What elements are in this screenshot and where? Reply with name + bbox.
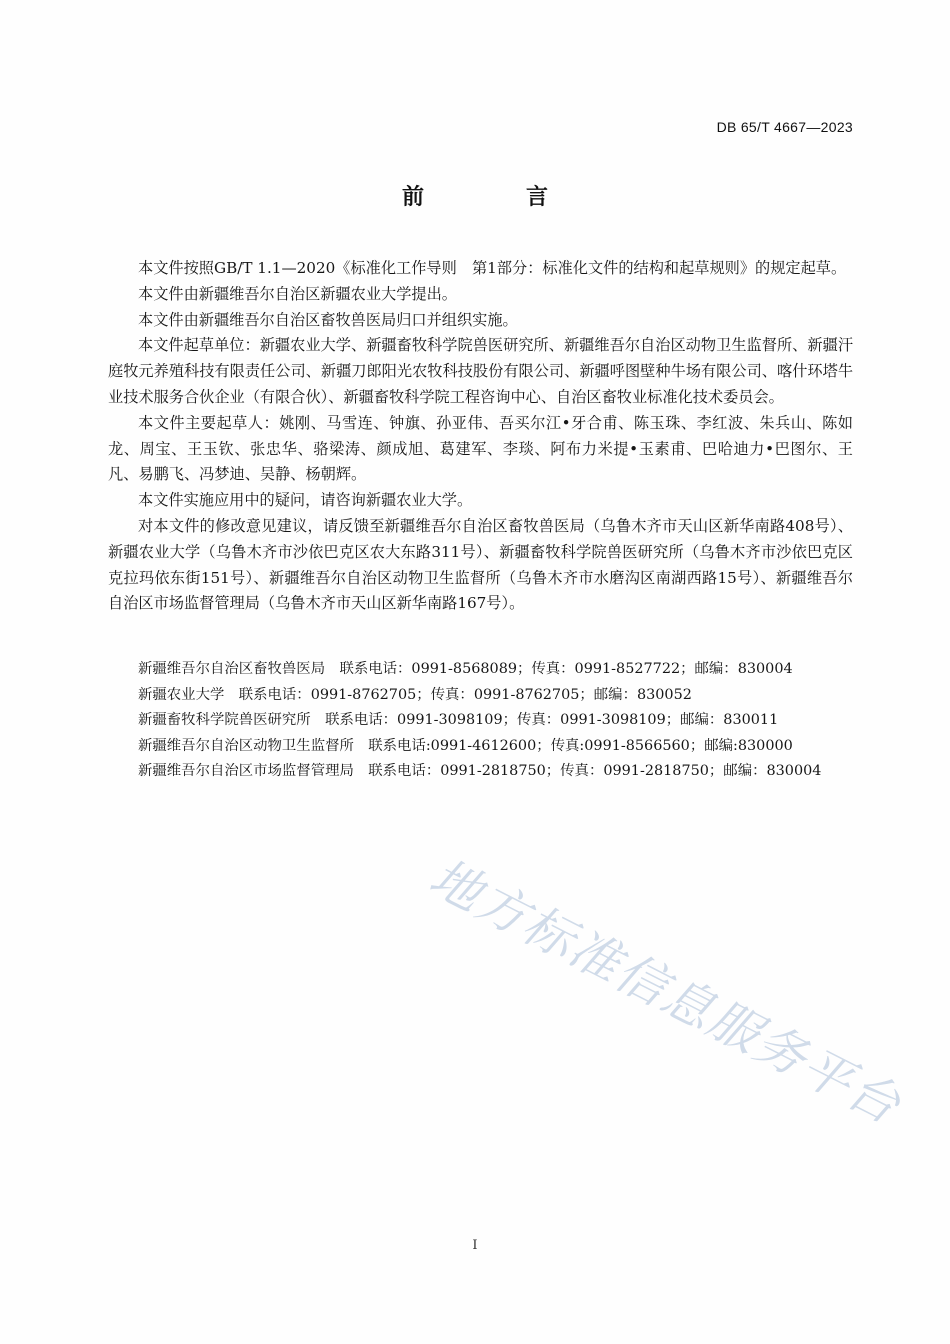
page-number: I xyxy=(472,1238,478,1253)
paragraph-drafters: 本文件主要起草人：姚刚、马雪连、钟旗、孙亚伟、吾买尔江•牙合甫、陈玉珠、李红波、朱兵山、陈如龙、周宝、王玉钦、张忠华、骆梁涛、颜成旭、葛建军、李琰、阿布力米提•玉素甫、巴哈迪力•巴图尔、王凡、易鹏飞、冯梦迪、吴静、杨朝辉。 xyxy=(108,413,853,484)
paragraph-feedback: 对本文件的修改意见建议，请反馈至新疆维吾尔自治区畜牧兽医局（乌鲁木齐市天山区新华南路408号）、新疆农业大学（乌鲁木齐市沙依巴克区农大东路311号）、新疆畜牧科学院兽医研究所（乌鲁木齐市沙依巴克区克拉玛依东街151号）、新疆维吾尔自治区动物卫生监督所（乌鲁木齐市水磨沟区南湖西路15号）、新疆维吾尔自治区市场监督管理局（乌鲁木齐市天山区新华南路167号）。 xyxy=(108,516,853,613)
foreword-body xyxy=(108,256,853,617)
paragraph-drafting-units: 本文件起草单位：新疆农业大学、新疆畜牧科学院兽医研究所、新疆维吾尔自治区动物卫生监督所、新疆汗庭牧元养殖科技有限责任公司、新疆刀郎阳光农牧科技股份有限公司、新疆呼图壁种牛场有限公司、喀什环塔牛业技术服务合伙企业（有限合伙）、新疆畜牧科学院工程咨询中心、自治区畜牧业标准化技术委员会。 xyxy=(108,336,853,406)
contact-row: 新疆农业大学 联系电话：0991-8762705；传真：0991-8762705；邮编：830052 xyxy=(138,686,692,703)
page-title: 前 言 xyxy=(401,185,588,210)
paragraph-inquiry: 本文件实施应用中的疑问，请咨询新疆农业大学。 xyxy=(138,491,473,510)
paragraph-drafting-rule: 本文件按照GB/T 1.1—2020《标准化工作导则 第1部分：标准化文件的结构和起草规则》的规定起草。 xyxy=(138,259,847,277)
paragraph-proposer: 本文件由新疆维吾尔自治区新疆农业大学提出。 xyxy=(138,284,457,303)
contact-row: 新疆维吾尔自治区市场监督管理局 联系电话：0991-2818750；传真：0991-2818750；邮编：830004 xyxy=(138,763,822,780)
contact-row: 新疆畜牧科学院兽医研究所 联系电话：0991-3098109；传真：0991-3098109；邮编：830011 xyxy=(138,712,779,729)
contact-row: 新疆维吾尔自治区畜牧兽医局 联系电话：0991-8568089；传真：0991-8527722；邮编：830004 xyxy=(138,661,793,677)
paragraph-centralized-unit: 本文件由新疆维吾尔自治区畜牧兽医局归口并组织实施。 xyxy=(138,310,518,329)
contact-row: 新疆维吾尔自治区动物卫生监督所 联系电话:0991-4612600；传真:0991-8566560；邮编:830000 xyxy=(138,737,793,754)
contact-list xyxy=(138,657,858,785)
document-code: DB 65/T 4667—2023 xyxy=(716,119,853,135)
watermark: 地方标准信息服务平台 xyxy=(420,847,911,1136)
